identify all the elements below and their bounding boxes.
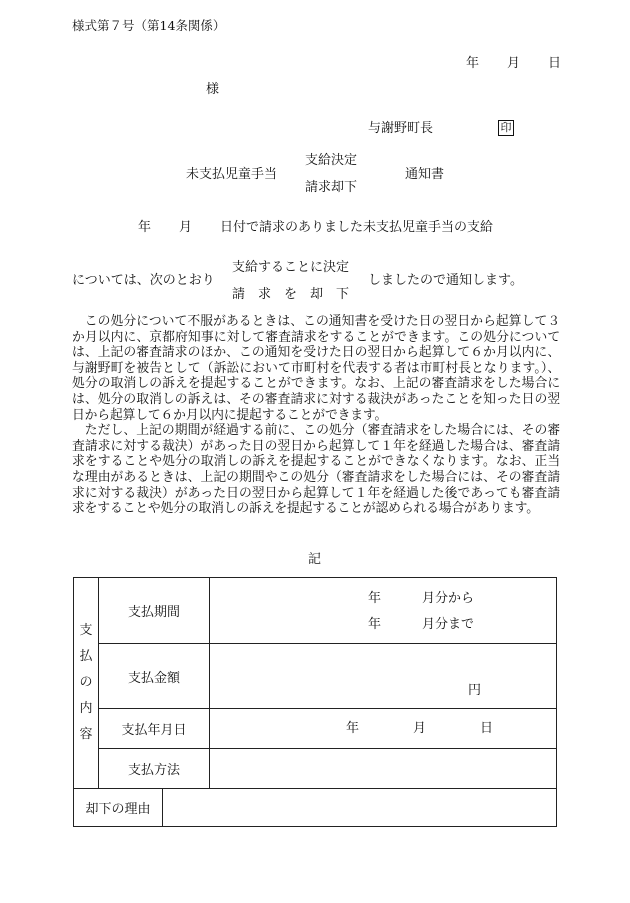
issue-date-year: 年 — [466, 56, 480, 71]
payment-content-side-label: 支 払 の 内 容 — [74, 578, 99, 789]
payment-detail-table — [73, 577, 557, 789]
method-value[interactable] — [210, 749, 557, 789]
issue-date-month: 月 — [507, 56, 521, 71]
amount-unit: 円 — [468, 683, 482, 698]
ki-heading: 記 — [308, 552, 322, 567]
seal-mark: 印 — [498, 120, 514, 136]
request-year: 年 — [138, 220, 152, 235]
title-option-rejection: 請求却下 — [305, 180, 358, 195]
request-month: 月 — [179, 220, 193, 235]
period-label: 支払期間 — [99, 578, 210, 644]
title-option-decision: 支給決定 — [305, 153, 358, 168]
period-to-month: 月分まで — [422, 617, 475, 632]
reason-value[interactable] — [163, 789, 557, 827]
period-to-year: 年 — [368, 617, 382, 632]
pay-date-year: 年 — [346, 721, 360, 736]
amount-label: 支払金額 — [99, 644, 210, 709]
rejection-reason-table — [73, 788, 557, 827]
request-rest: 日付で請求のありました未支払児童手当の支給 — [220, 220, 494, 235]
period-value[interactable] — [210, 578, 557, 644]
issue-date — [466, 57, 561, 70]
issue-date-day: 日 — [548, 56, 562, 71]
title-prefix: 未支払児童手当 — [186, 167, 278, 182]
outcome-option-pay: 支給することに決定 — [232, 260, 350, 275]
outcome-tail: しましたので通知します。 — [368, 273, 523, 288]
pay-date-month: 月 — [413, 721, 427, 736]
outcome-lead: については、次のとおり — [72, 273, 215, 288]
form-number: 様式第７号（第14条関係） — [72, 18, 226, 33]
title-suffix: 通知書 — [405, 167, 445, 182]
appeal-notice — [72, 314, 560, 517]
pay-date-value[interactable] — [210, 709, 557, 749]
period-from-month: 月分から — [422, 591, 475, 606]
reason-label: 却下の理由 — [74, 789, 163, 827]
appeal-paragraph-1: この処分について不服があるときは、この通知書を受けた日の翌日から起算して３か月以内に、京都府知事に対して審査請求をすることができます。この処分については、上記の審査請求のほか、この通知を受けた日の翌日から起算して６か月以内に、与謝野町を被告として（訴訟において市町村を代表する者は市町村長となります。）、処分の取消しの訴えを提起することができます。なお、上記の審査請求をした場合には、処分の取消しの訴えは、その審査請求に対する裁決があったことを知った日の翌日から起算して６か月以内に提起することができます。 — [72, 314, 560, 423]
issuer-name: 与謝野町長 — [368, 121, 434, 136]
amount-value[interactable] — [210, 644, 557, 709]
appeal-paragraph-2: ただし、上記の期間が経過する前に、この処分（審査請求をした場合には、その審査請求に対する裁決）があった日の翌日から起算して１年を経過した場合は、審査請求をすることや処分の取消しの訴えを提起することができなくなります。なお、正当な理由があるときは、上記の期間やこの処分（審査請求をした場合には、その審査請求に対する裁決）があった日の翌日から起算して１年を経過した後であっても審査請求をすることや処分の取消しの訴えを提起することが認められる場合があります。 — [72, 423, 560, 517]
period-from-year: 年 — [368, 591, 382, 606]
request-date-line — [138, 221, 493, 234]
outcome-option-reject: 請 求 を 却 下 — [232, 287, 350, 302]
pay-date-day: 日 — [480, 721, 494, 736]
addressee-honorific: 様 — [206, 82, 220, 97]
pay-date-label: 支払年月日 — [99, 709, 210, 749]
method-label: 支払方法 — [99, 749, 210, 789]
